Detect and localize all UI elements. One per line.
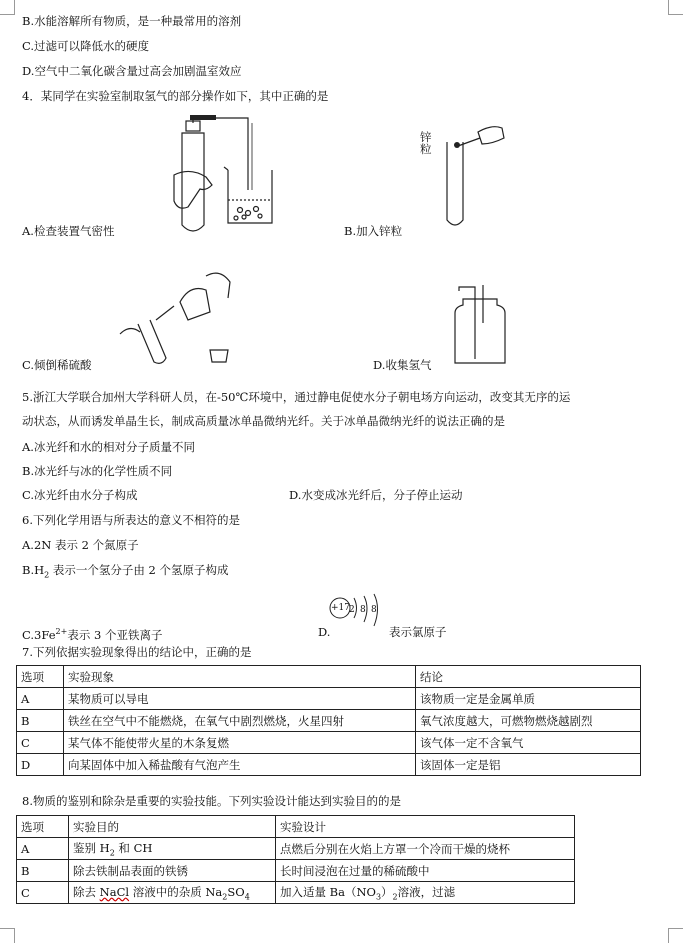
q5-option-d: D.水变成冰光纤后，分子停止运动 [289, 488, 463, 502]
q6-option-b: $B.H_2$ 表示一个氢分子由 2 个氢原子构成 [22, 563, 229, 580]
q7-stem: 7.下列依据实验现象得出的结论中，正确的是 [22, 645, 252, 659]
figure-collect-hydrogen [445, 283, 515, 368]
zinc-label: 锌粒 [420, 130, 432, 156]
q4-option-c: C.倾倒稀硫酸 [22, 358, 92, 372]
header-design: 实验设计 [276, 816, 575, 838]
table-row [17, 688, 641, 710]
shell-2-electrons: 8 [360, 605, 366, 615]
row-goal: 除去 NaCl 溶液中的杂质 $Na_2SO_4$ [69, 882, 276, 904]
header-phenomenon: 实验现象 [64, 666, 416, 688]
q6-option-a: A.2N 表示 2 个氮原子 [22, 538, 139, 552]
table-row [17, 710, 641, 732]
row-option: C [17, 882, 69, 904]
row-goal: 除去铁制品表面的铁锈 [69, 860, 276, 882]
q5-option-b: B.冰光纤与冰的化学性质不同 [22, 464, 173, 478]
shell-1-electrons: 2 [349, 605, 355, 615]
header-option: 选项 [17, 816, 69, 838]
q3-option-d: D.空气中二氧化碳含量过高会加剧温室效应 [22, 64, 242, 78]
row-conclusion: 该物质一定是金属单质 [416, 688, 641, 710]
q5-stem-line2: 动状态，从而诱发单晶生长，制成高质量冰单晶微纳光纤。关于冰单晶微纳光纤的说法正确的是 [22, 414, 505, 428]
table-row [17, 882, 575, 904]
table-row [17, 754, 641, 776]
q4-stem: 4．某同学在实验室制取氢气的部分操作如下，其中正确的是 [22, 89, 329, 103]
row-conclusion: 该气体一定不含氧气 [416, 732, 641, 754]
q5-option-a: A.冰光纤和水的相对分子质量不同 [22, 440, 195, 454]
crop-mark-tr [668, 0, 683, 15]
table-row [17, 732, 641, 754]
table-row [17, 860, 575, 882]
row-option: B [17, 860, 69, 882]
q7-table [16, 665, 641, 776]
q4-option-d: D.收集氢气 [373, 358, 432, 372]
row-phenomenon: 向某固体中加入稀盐酸有气泡产生 [64, 754, 416, 776]
table-header [17, 816, 575, 838]
crop-mark-bl [0, 928, 15, 943]
q6-option-d-meaning: 表示氯原子 [389, 625, 447, 639]
q3-option-c: C.过滤可以降低水的硬度 [22, 39, 150, 53]
row-option: A [17, 688, 64, 710]
q6-option-c: $C.3Fe^{2+}$表示 3 个亚铁离子 [22, 627, 163, 642]
row-design: 长时间浸泡在过量的稀硫酸中 [276, 860, 575, 882]
q3-option-b: B.水能溶解所有物质，是一种最常用的溶剂 [22, 14, 242, 28]
shell-3-electrons: 8 [371, 605, 377, 615]
q5-stem-line1: 5.浙江大学联合加州大学科研人员，在-50℃环境中，通过静电促使水分子朝电场方向运动，改变其无序的运 [22, 390, 571, 404]
figure-pour-acid [110, 262, 250, 372]
row-phenomenon: 铁丝在空气中不能燃烧，在氧气中剧烈燃烧，火星四射 [64, 710, 416, 732]
table-header [17, 666, 641, 688]
figure-airtightness [160, 115, 280, 235]
q4-option-b: B.加入锌粒 [344, 224, 403, 238]
row-option: D [17, 754, 64, 776]
row-conclusion: 氧气浓度越大，可燃物燃烧越剧烈 [416, 710, 641, 732]
q8-stem: 8.物质的鉴别和除杂是重要的实验技能。下列实验设计能达到实验目的的是 [22, 794, 401, 808]
row-phenomenon: 某气体不能使带火星的木条复燃 [64, 732, 416, 754]
q5-option-c: C.冰光纤由水分子构成 [22, 488, 138, 502]
q6-option-d: D. [318, 625, 331, 639]
figure-add-zinc [420, 120, 510, 230]
crop-mark-tl [0, 0, 15, 15]
q4-option-a: A.检查装置气密性 [22, 224, 115, 238]
row-option: B [17, 710, 64, 732]
crop-mark-br [668, 928, 683, 943]
row-phenomenon: 某物质可以导电 [64, 688, 416, 710]
row-goal: 鉴别 $H_2$ 和 CH [69, 838, 276, 860]
header-conclusion: 结论 [416, 666, 641, 688]
header-goal: 实验目的 [69, 816, 276, 838]
header-option: 选项 [17, 666, 64, 688]
row-design: 加入适量 $Ba(NO_3)_2$溶液，过滤 [276, 882, 575, 904]
row-conclusion: 该固体一定是铝 [416, 754, 641, 776]
table-row [17, 838, 575, 860]
row-design: 点燃后分别在火焰上方罩一个冷而干燥的烧杯 [276, 838, 575, 860]
atom-nucleus-charge: +17 [331, 603, 350, 613]
q6-stem: 6.下列化学用语与所表达的意义不相符的是 [22, 513, 240, 527]
q8-table [16, 815, 575, 904]
row-option: A [17, 838, 69, 860]
row-option: C [17, 732, 64, 754]
